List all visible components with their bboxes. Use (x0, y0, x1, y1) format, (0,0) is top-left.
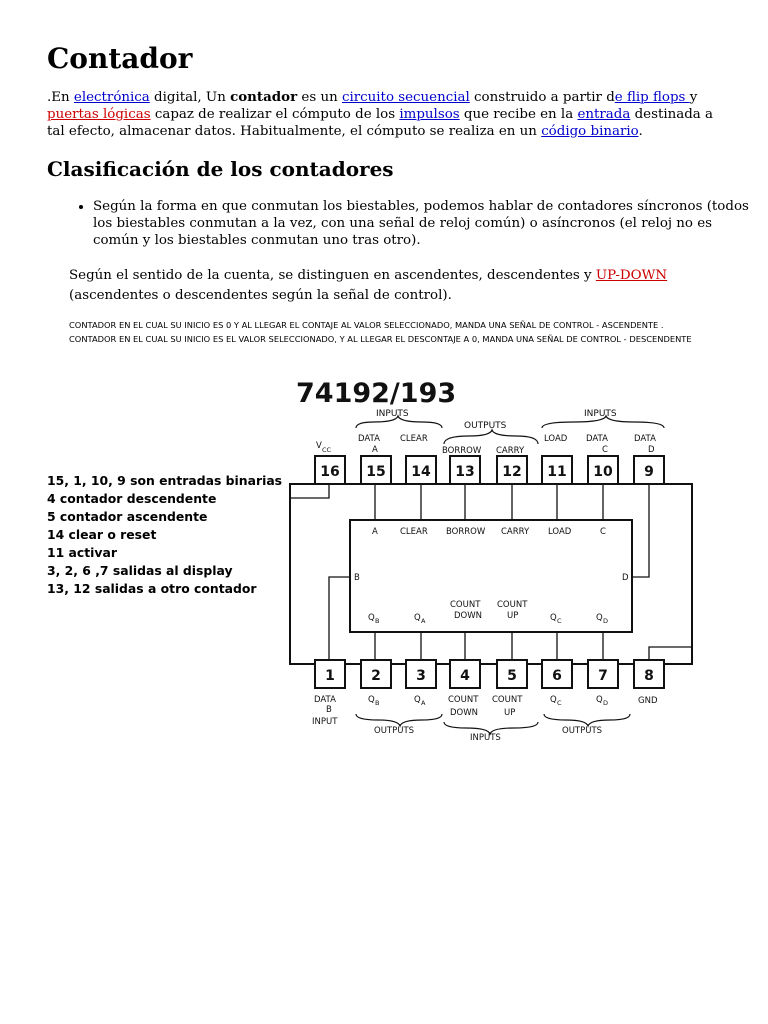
pin-15: 15 (366, 464, 386, 480)
label-qc-sub: C (557, 699, 562, 707)
intro-text: digital, Un (149, 90, 231, 105)
direction-paragraph (69, 266, 719, 305)
ic-pinout-diagram (284, 372, 704, 742)
pin-4: 4 (460, 668, 470, 684)
inner-label-qd: Q (596, 613, 603, 623)
label-count-down-1: COUNT (448, 695, 479, 705)
pin-11: 11 (547, 464, 567, 480)
intro-text: que recibe en la (459, 106, 578, 122)
inner-label-load: LOAD (548, 527, 572, 537)
inner-label-carry: CARRY (501, 527, 530, 537)
inner-label-qb: Q (368, 613, 375, 623)
pin-3: 3 (416, 668, 426, 684)
label-data-d-letter: D (648, 445, 655, 455)
note-descendente: CONTADOR EN EL CUAL SU INICIO ES EL VALOR SELECCIONADO, Y AL LLEGAR EL DESCONTAJE A 0, MANDA UNA SEÑAL DE CONTROL - DESCENDENTE (69, 334, 692, 344)
inner-label-b: B (354, 573, 360, 583)
label-count-up-2: UP (504, 708, 516, 718)
inner-label-count-down-1: COUNT (450, 600, 481, 610)
inner-label-qb-sub: B (375, 617, 380, 625)
label-data-c: DATA (586, 434, 608, 444)
paragraph-text: Según el sentido de la cuenta, se distinguen en ascendentes, descendentes y (69, 268, 596, 283)
pin-5: 5 (507, 668, 517, 684)
pin-8: 8 (644, 668, 654, 684)
intro-text: construido a partir d (469, 90, 615, 105)
group-label-inputs-right: INPUTS (584, 409, 617, 419)
bullet-item: • Según la forma en que conmutan los biestables, podemos hablar de contadores síncronos (todos los biestables conmutan a la vez, con una señal de reloj común) o asíncronos (el reloj no es común y los biestables conmutan uno tras otro). (93, 199, 753, 249)
group-label-inputs-bottom: INPUTS (470, 733, 501, 742)
bold-term-contador: contador (230, 89, 298, 105)
label-gnd: GND (638, 696, 658, 706)
intro-text: y (689, 90, 698, 105)
pin-notes (47, 472, 282, 598)
intro-text: destinada a tal efecto, almacenar datos. Habitualmente, el cómputo se realiza en un (47, 106, 714, 139)
inner-label-qa-sub: A (421, 617, 426, 625)
pin-note: 13, 12 salidas a otro contador (47, 581, 257, 596)
page-title: Contador (47, 42, 193, 75)
pin-14: 14 (411, 464, 431, 480)
pin-2: 2 (371, 668, 381, 684)
label-qd: Q (596, 695, 603, 705)
label-data-a-letter: A (372, 445, 378, 455)
label-data-b-letter: B (326, 705, 332, 715)
bullet-list (66, 199, 753, 249)
pin-10: 10 (593, 464, 613, 480)
link-electronica[interactable]: electrónica (73, 90, 150, 105)
pin-note: 4 contador descendente (47, 491, 217, 506)
label-qc: Q (550, 695, 557, 705)
link-entrada[interactable]: entrada (577, 106, 631, 122)
inner-label-count-up-2: UP (507, 611, 519, 621)
label-vcc-sub: CC (322, 446, 332, 454)
inner-label-count-down-2: DOWN (454, 611, 482, 621)
inner-label-qc-sub: C (557, 617, 562, 625)
label-qd-sub: D (603, 699, 609, 707)
pin-6: 6 (552, 668, 562, 684)
inner-label-borrow: BORROW (446, 527, 486, 537)
group-label-outputs: OUTPUTS (464, 421, 507, 431)
label-qa: Q (414, 695, 421, 705)
link-up-down[interactable]: UP-DOWN (595, 268, 668, 283)
label-data-a: DATA (358, 434, 380, 444)
counter-notes (69, 318, 749, 346)
label-data-d: DATA (634, 434, 656, 444)
pin-7: 7 (598, 668, 608, 684)
intro-paragraph (47, 89, 717, 140)
inner-label-qd-sub: D (603, 617, 609, 625)
inner-label-qa: Q (414, 613, 421, 623)
label-qa-sub: A (421, 699, 426, 707)
group-label-outputs-left: OUTPUTS (374, 726, 415, 736)
label-qb-sub: B (375, 699, 380, 707)
inner-label-c: C (600, 527, 606, 537)
label-load: LOAD (544, 434, 568, 444)
inner-label-a: A (372, 527, 378, 537)
label-count-down-2: DOWN (450, 708, 478, 718)
link-codigo-binario[interactable]: código binario (541, 123, 639, 139)
label-data-b: DATA (314, 695, 336, 705)
group-label-outputs-right: OUTPUTS (562, 726, 603, 736)
pin-1: 1 (325, 668, 335, 684)
pin-note: 3, 2, 6 ,7 salidas al display (47, 563, 233, 578)
label-clear: CLEAR (400, 434, 428, 444)
pin-note: 11 activar (47, 545, 117, 560)
intro-text: . (638, 123, 643, 139)
section-heading: Clasificación de los contadores (47, 157, 394, 181)
label-data-c-letter: C (602, 445, 608, 455)
link-flip-flops[interactable]: e flip flops (614, 90, 690, 105)
intro-text: es un (297, 90, 342, 105)
pin-note: 14 clear o reset (47, 527, 157, 542)
link-puertas-logicas[interactable]: puertas lógicas (47, 106, 151, 122)
inner-label-clear: CLEAR (400, 527, 428, 537)
pin-16: 16 (320, 464, 340, 480)
inner-label-qc: Q (550, 613, 557, 623)
pin-13: 13 (455, 464, 475, 480)
intro-text: capaz de realizar el cómputo de los (150, 106, 400, 122)
link-impulsos[interactable]: impulsos (399, 106, 460, 122)
inner-label-d: D (622, 573, 629, 583)
label-input: INPUT (312, 717, 338, 727)
intro-text: .En (47, 90, 74, 105)
label-carry: CARRY (496, 446, 525, 456)
pin-note: 5 contador ascendente (47, 509, 208, 524)
group-label-inputs-left: INPUTS (376, 409, 409, 419)
label-qb: Q (368, 695, 375, 705)
pin-12: 12 (502, 464, 522, 480)
label-count-up-1: COUNT (492, 695, 523, 705)
label-borrow: BORROW (442, 446, 482, 456)
inner-block (350, 520, 632, 632)
paragraph-text: (ascendentes o descendentes según la señal de control). (69, 287, 452, 303)
label-vcc: V (316, 441, 322, 451)
pin-note: 15, 1, 10, 9 son entradas binarias (47, 473, 283, 488)
link-circuito-secuencial[interactable]: circuito secuencial (341, 90, 470, 105)
chip-title: 74192/193 (296, 378, 457, 409)
pin-9: 9 (644, 464, 654, 480)
note-ascendente: CONTADOR EN EL CUAL SU INICIO ES 0 Y AL LLEGAR EL CONTAJE AL VALOR SELECCIONADO, MANDA UNA SEÑAL DE CONTROL - ASCENDENTE . (69, 320, 664, 330)
inner-label-count-up-1: COUNT (497, 600, 528, 610)
